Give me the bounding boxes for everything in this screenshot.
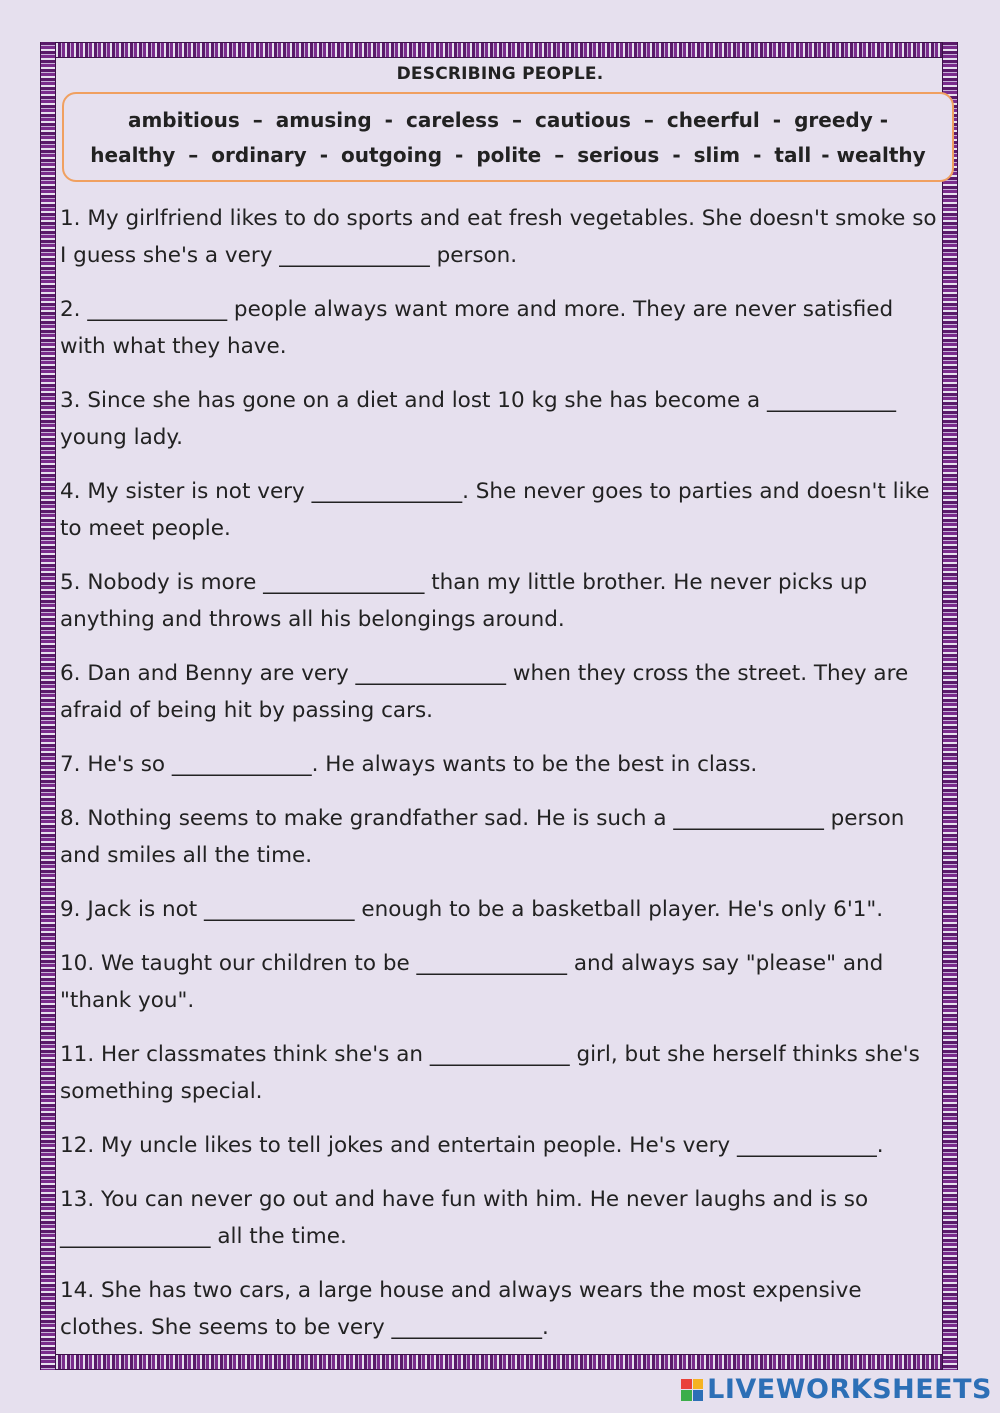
word-bank-separator: – [554, 143, 565, 167]
exercise-item-9: 9. Jack is not ______________ enough to be a basketball player. He's only 6'1". [60, 897, 884, 922]
word-bank-word: slim [693, 143, 741, 167]
word-bank-word: amusing [275, 108, 372, 132]
logo-square [681, 1379, 692, 1390]
exercise-list [60, 200, 940, 1363]
logo-square [693, 1379, 704, 1390]
word-bank-word: - wealthy [821, 143, 926, 167]
word-bank-word: serious [577, 143, 660, 167]
border-right [942, 42, 958, 1370]
exercise-item-5: 5. Nobody is more _______________ than my little brother. He never picks up anything and throws all his belongings around. [60, 570, 868, 632]
word-bank-word: cautious [535, 108, 631, 132]
word-bank-word: tall [774, 143, 812, 167]
exercise-item-13: 13. You can never go out and have fun with him. He never laughs and is so ______________ all the time. [60, 1187, 869, 1249]
border-top [40, 42, 958, 58]
exercise-item-8: 8. Nothing seems to make grandfather sad. He is such a ______________ person and smiles all the time. [60, 806, 905, 868]
liveworksheets-logo [681, 1374, 992, 1405]
logo-text: LIVEWORKSHEETS [707, 1374, 992, 1405]
word-bank-separator: – [188, 143, 199, 167]
exercise-item-11: 11. Her classmates think she's an _____________ girl, but she herself thinks she's something special. [60, 1042, 920, 1104]
word-bank-separator: - [319, 143, 329, 167]
border-left [40, 42, 56, 1370]
word-bank-line-2 [64, 143, 952, 167]
exercise-item-2: 2. _____________ people always want more and more. They are never satisfied with what they have. [60, 297, 894, 359]
word-bank-line-1 [64, 108, 952, 132]
word-bank-word: ordinary [211, 143, 307, 167]
word-bank-separator: – [643, 108, 654, 132]
word-bank-word: greedy - [794, 108, 889, 132]
exercise-item-10: 10. We taught our children to be ______________ and always say "please" and "thank you". [60, 951, 884, 1013]
word-bank-word: polite [476, 143, 542, 167]
liveworksheets-logo-icon [681, 1379, 703, 1401]
word-bank-word: careless [405, 108, 499, 132]
word-bank-separator: – [252, 108, 263, 132]
page-title: DESCRIBING PEOPLE. [396, 64, 604, 84]
logo-square [693, 1390, 704, 1401]
logo-square [681, 1390, 692, 1401]
word-bank-separator: - [772, 108, 782, 132]
exercise-item-7: 7. He's so _____________. He always wants to be the best in class. [60, 752, 758, 777]
word-bank-word: outgoing [341, 143, 443, 167]
exercise-item-12: 12. My uncle likes to tell jokes and entertain people. He's very _____________. [60, 1133, 884, 1158]
exercise-item-3: 3. Since she has gone on a diet and lost 10 kg she has become a ____________ young lady. [60, 388, 897, 450]
exercise-item-4: 4. My sister is not very ______________. She never goes to parties and doesn't like to meet people. [60, 479, 930, 541]
word-bank-word: healthy [90, 143, 176, 167]
exercise-item-6: 6. Dan and Benny are very ______________ when they cross the street. They are afraid of being hit by passing cars. [60, 661, 909, 723]
word-bank-word: ambitious [127, 108, 240, 132]
word-bank-word: cheerful [666, 108, 760, 132]
word-bank-separator: - [672, 143, 681, 167]
exercise-item-1: 1. My girlfriend likes to do sports and eat fresh vegetables. She doesn't smoke so I guess she's a very ______________ person. [60, 206, 937, 268]
word-bank [62, 92, 954, 182]
word-bank-separator: – [512, 108, 522, 132]
word-bank-separator: - [455, 143, 464, 167]
word-bank-separator: - [384, 108, 393, 132]
exercise-item-14: 14. She has two cars, a large house and always wears the most expensive clothes. She seems to be very ______________. [60, 1278, 862, 1340]
word-bank-separator: - [753, 143, 762, 167]
